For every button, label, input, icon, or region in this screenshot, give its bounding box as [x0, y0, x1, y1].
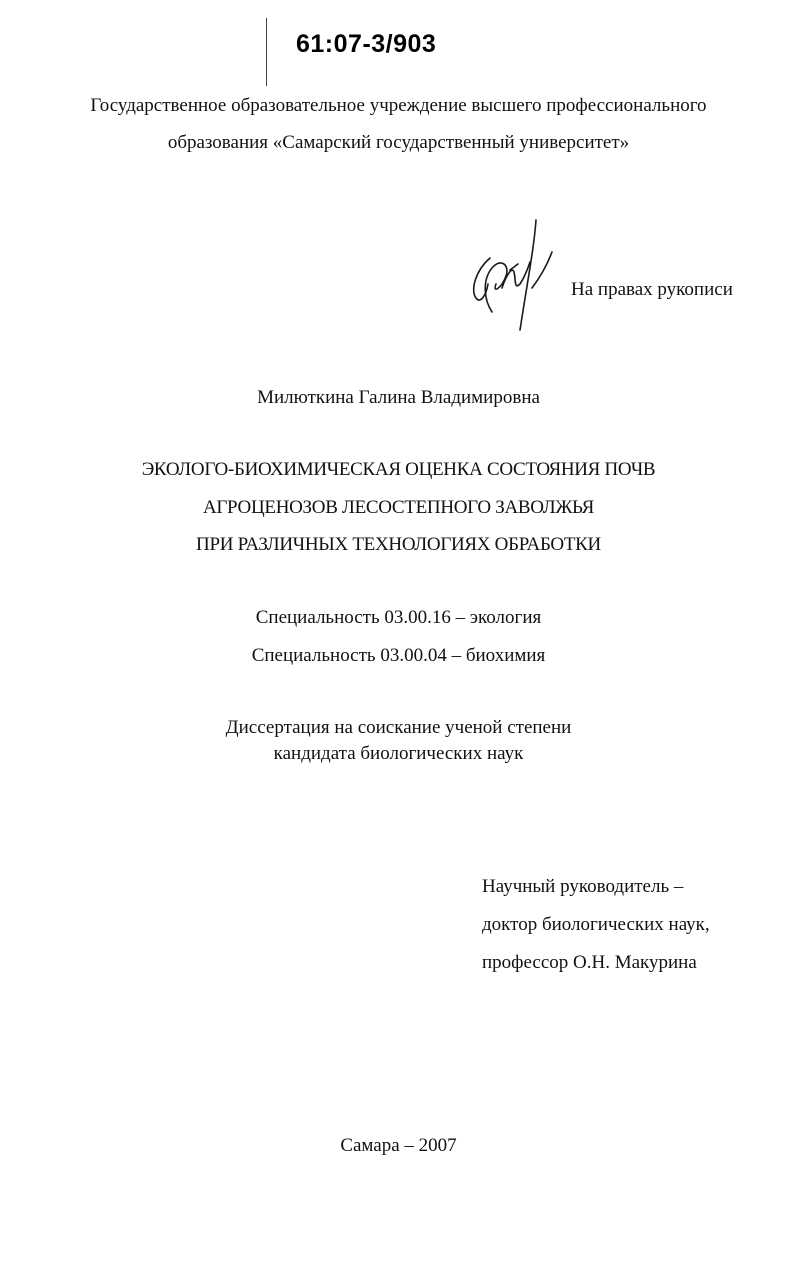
institution-line-1: Государственное образовательное учреждение высшего профессионального [90, 95, 707, 116]
supervisor-line-3: профессор О.Н. Макурина [482, 952, 697, 973]
stamp-divider [266, 18, 267, 86]
dissertation-line-1: Диссертация на соискание ученой степени [225, 717, 572, 738]
rights-note: На правах рукописи [571, 279, 733, 300]
thesis-title-line-3: ПРИ РАЗЛИЧНЫХ ТЕХНОЛОГИЯХ ОБРАБОТКИ [196, 534, 601, 555]
handwritten-signature-icon [462, 218, 558, 336]
thesis-title-line-2: АГРОЦЕНОЗОВ ЛЕСОСТЕПНОГО ЗАВОЛЖЬЯ [202, 497, 595, 518]
supervisor-line-1: Научный руководитель – [482, 876, 684, 897]
supervisor-line-2: доктор биологических наук, [482, 914, 710, 935]
author-name: Милюткина Галина Владимировна [257, 387, 540, 408]
archive-code: 61:07-3/903 [296, 30, 437, 58]
institution-line-2: образования «Самарский государственный университет» [167, 132, 630, 153]
dissertation-line-2: кандидата биологических наук [273, 743, 524, 764]
specialty-line-1: Специальность 03.00.16 – экология [255, 607, 542, 628]
specialty-line-2: Специальность 03.00.04 – биохимия [251, 645, 546, 666]
place-year: Самара – 2007 [340, 1135, 457, 1156]
thesis-title-line-1: ЭКОЛОГО-БИОХИМИЧЕСКАЯ ОЦЕНКА СОСТОЯНИЯ ПОЧВ [141, 459, 656, 480]
